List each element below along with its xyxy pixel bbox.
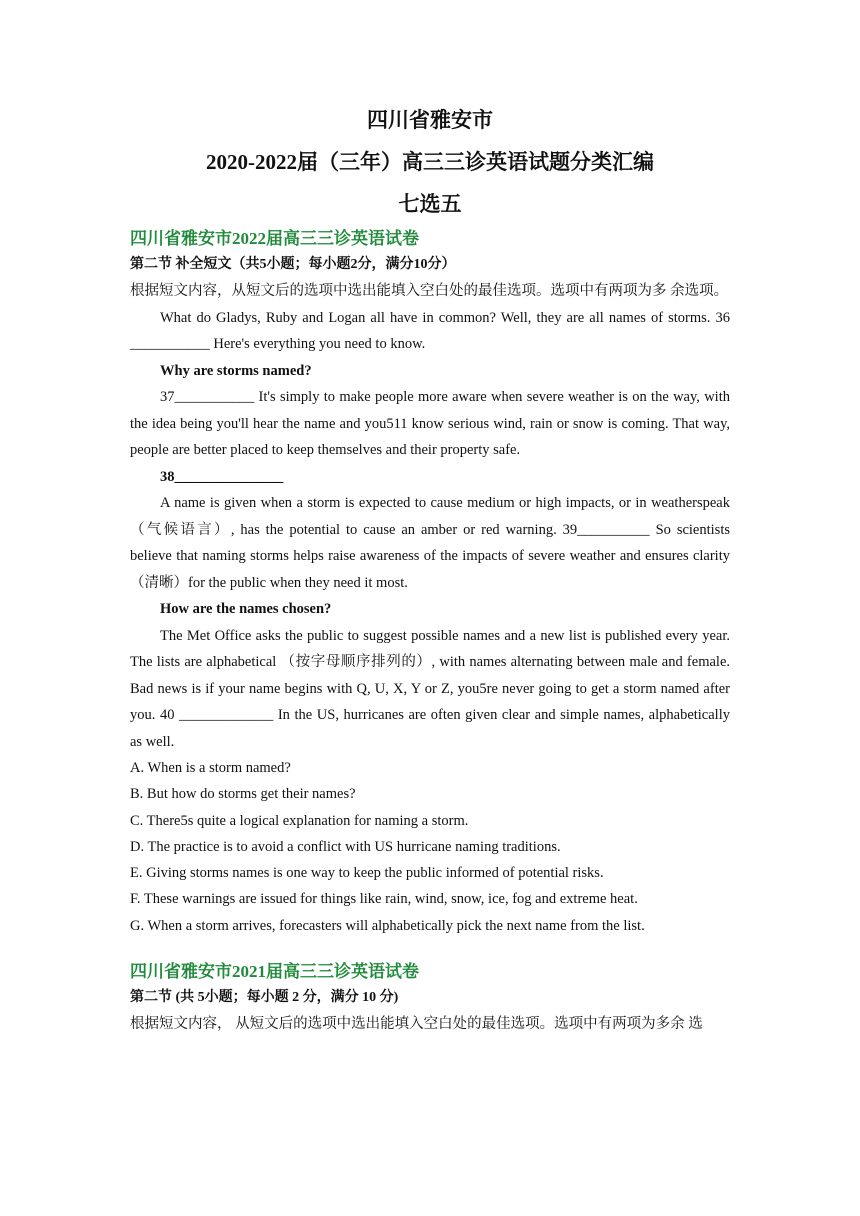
document-page (130, 0, 730, 1038)
section-2021-heading: 四川省雅安市2021届高三三诊英语试卷 (130, 962, 419, 982)
option-d: D. The practice is to avoid a conflict with US hurricane naming traditions. (130, 838, 561, 855)
section-2021-instruction: 根据短文内容， 从短文后的选项中选出能填入空白处的最佳选项。选项中有两项为多余 选 (130, 1016, 703, 1033)
passage-heading-how: How are the names chosen? (160, 601, 332, 617)
option-c: C. There5s quite a logical explanation for naming a storm. (130, 812, 469, 829)
option-b: B. But how do storms get their names? (130, 786, 356, 803)
section-2022-heading: 四川省雅安市2022届高三三诊英语试卷 (130, 229, 419, 248)
passage-paragraph-4: The Met Office asks the public to suggest possible names and a new list is published every year. The lists are alphabetical （按字母顺序排列的）, with names alternating between male and female. Bad news is if your name begins with Q, U, X, Y or Z, you5re never going to get a storm named after you. 40 _____________ In the US, hurricanes are often given clear and simple names, alphabetically as well. (130, 627, 730, 750)
passage-heading-why: Why are storms named? (160, 362, 312, 379)
doc-title-region: 四川省雅安市 (367, 108, 493, 132)
section-2022-subheading: 第二节 补全短文（共5小题；每小题2分，满分10分） (130, 257, 456, 272)
doc-title-main: 2020-2022届（三年）高三三诊英语试题分类汇编 (206, 150, 654, 174)
options-list (130, 755, 730, 939)
doc-title-topic: 七选五 (398, 192, 462, 216)
passage-paragraph-2: 37___________ It's simply to make people more aware when severe weather is on the way, with the idea being you'll hear the name and you511 know serious wind, rain or snow is coming. That way, people are better placed to keep themselves and their property safe. (130, 389, 730, 458)
passage-paragraph-1: What do Gladys, Ruby and Logan all have in common? Well, they are all names of storms. 36 ___________ Here's everything you need to know. (130, 309, 730, 352)
option-g: G. When a storm arrives, forecasters will alphabetically pick the next name from the list. (130, 917, 645, 934)
option-f: F. These warnings are issued for things like rain, wind, snow, ice, fog and extreme heat. (130, 891, 638, 908)
passage-heading-blank-38: 38_______________ (160, 468, 284, 485)
passage-paragraph-3: A name is given when a storm is expected to cause medium or high impacts, or in weatherspeak（气候语言）, has the potential to cause an amber or red warning. 39__________ So scientists believe that naming storms helps raise awareness of the impacts of severe weather and ensures clarity （清晰）for the public when they need it most. (130, 495, 730, 591)
section-2021-subheading: 第二节 (共 5小题；每小题 2 分，满分 10 分) (130, 990, 399, 1006)
option-e: E. Giving storms names is one way to keep the public informed of potential risks. (130, 865, 604, 882)
section-2022-instruction: 根据短文内容，从短文后的选项中选出能填入空白处的最佳选项。选项中有两项为多 余选项。 (130, 283, 729, 299)
option-a: A. When is a storm named? (130, 760, 291, 776)
